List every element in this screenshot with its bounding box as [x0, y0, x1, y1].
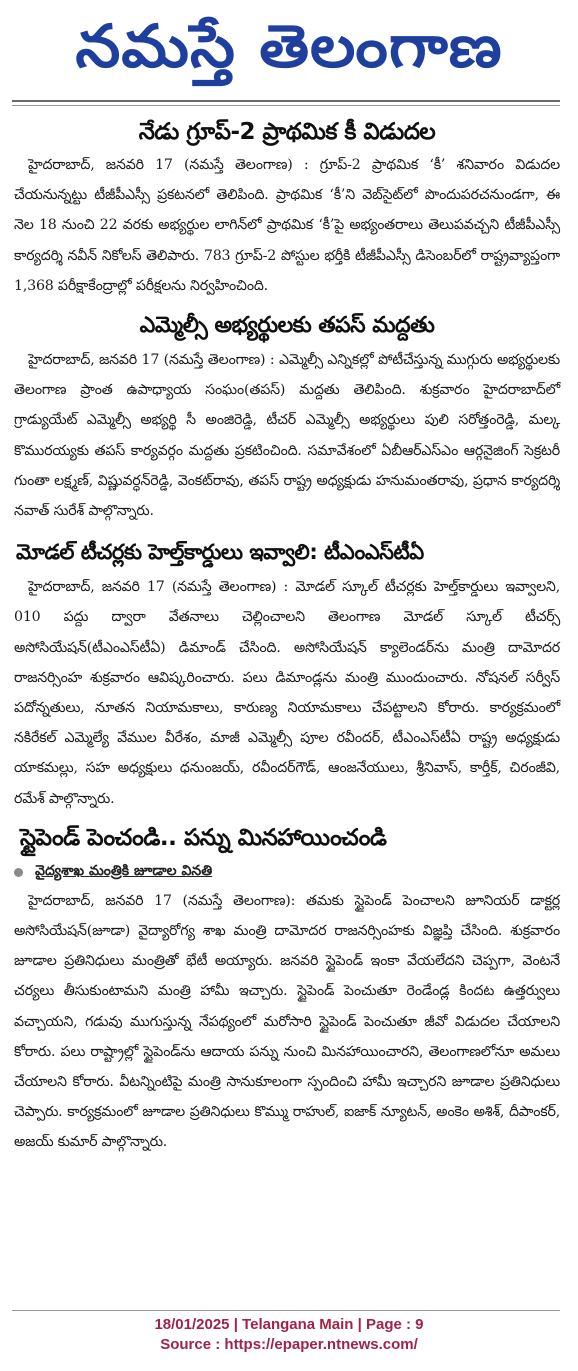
article-body — [14, 150, 560, 301]
article-group2-key — [14, 114, 560, 301]
article-body — [14, 345, 560, 526]
article-headline: ఎమ్మెల్సీ అభ్యర్థులకు తపస్ మద్దతు — [139, 313, 435, 339]
article-model-teachers — [14, 532, 560, 814]
article-dateline: హైదరాబాద్, జనవరి 17 (నమస్తే తెలంగాణ) : — [28, 579, 289, 596]
masthead-rule — [12, 100, 560, 102]
masthead-rule-thin — [12, 105, 560, 106]
article-tapas-support — [14, 307, 560, 526]
article-headline: నేడు గ్రూప్-2 ప్రాథమిక కీ విడుదల — [138, 119, 436, 145]
masthead-title: నమస్తే తెలంగాణ — [75, 12, 503, 82]
footer-edition-info: 18/01/2025 | Telangana Main | Page : 9 — [154, 1316, 424, 1333]
article-dateline: హైదరాబాద్, జనవరి 17 (నమస్తే తెలంగాణ): — [28, 892, 296, 909]
article-body — [14, 572, 560, 814]
article-text: ఎమ్మెల్సీ ఎన్నికల్లో పోటీచేస్తున్న ముగ్గురు అభ్యర్థులకు తెలంగాణ ప్రాంత ఉపాధ్యాయ సంఘం(తపస్) మద్దతు తెలిపింది. శుక్రవారం హైదరాబాద్‌లో గ్రాడ్యుయేట్ ఎమ్మెల్సీ అభ్యర్థి సీ అంజిరెడ్డి, టీచర్ ఎమ్మెల్సీ అభ్యర్థులు పులి సరోత్తంరెడ్డి, మల్క కొమురయ్యకు తపస్ కార్యవర్గం మద్దతు ప్రకటించింది. సమావేశంలో ఏబీఆర్‌ఎస్‌ఎం ఆర్గనైజింగ్ సెక్రటరీ గుంతా లక్ష్మణ్, విష్ణువర్ధన్‌రెడ్డి, వెంకట్‌రావు, తపస్ రాష్ట్ర అధ్యక్షుడు హనుమంతరావు, ప్రధాన కార్యదర్శి నవాత్ సురేశ్ పాల్గొన్నారు. — [14, 352, 561, 520]
news-sheet — [14, 114, 560, 1158]
article-stipend — [14, 818, 560, 1158]
article-text: తమకు స్టైపెండ్ పెంచాలని జూనియర్ డాక్టర్ల అసోసియేషన్(జూడా) వైద్యారోగ్య శాఖ మంత్రి దామోదర రాజనర్సింహకు విజ్ఞప్తి చేసింది. శుక్రవారం జూడాల ప్రతినిధులు మంత్రితో భేటీ అయ్యారు. జనవరి స్టైపెండ్ ఇంకా వేయలేదని చెప్పగా, వెంటనే చర్యలు తీసుకుంటామని మంత్రి హామీ ఇచ్చారు. స్టైపెండ్ పెంచుతూ రెండేండ్ల కిందట ఉత్తర్వులు వచ్చాయని, గడువు ముగుస్తున్న నేపథ్యంలో మరోసారి స్టైపెండ్ పెంచుతూ జీవో విడుదల చేయాలని కోరారు. పలు రాష్ట్రాల్లో స్టైపెండ్‌ను ఆదాయ పన్ను నుంచి మినహాయించారని, తెలంగాణలోనూ అమలు చేయాలని కోరారు. వీటన్నింటిపై మంత్రి సానుకూలంగా స్పందించి హామీ ఇచ్చారని జూడాల ప్రతినిధులు చెప్పారు. కార్యక్రమంలో జూడాల ప్రతినిధులు కొమ్ము రాహుల్, ఐజాక్ న్యూటన్, అంకెం అశిశ్, దీపాంకర్, అజయ్ కుమార్ పాల్గొన్నారు. — [14, 892, 561, 1151]
masthead — [0, 0, 578, 94]
article-text: మోడల్ స్కూల్ టీచర్లకు హెల్త్‌కార్డులు ఇవ్వాలని, 010 పద్దు ద్వారా వేతనాలు చెల్లించాలని తెలంగాణ మోడల్ స్కూల్ టీచర్స్ అసోసియేషన్(టీఎంఎస్‌టీఏ) డిమాండ్ చేసింది. అసోసియేషన్ క్యాలెండర్‌ను మంత్రి దామోదర రాజనర్సింహ శుక్రవారం ఆవిష్కరించారు. పలు డిమాండ్లను మంత్రి ముందుంచారు. నోషనల్ సర్వీస్ పదోన్నతులు, నూతన నియామకాలు, కారుణ్య నియామకాలు చేపట్టాలని కోరారు. కార్యక్రమంలో నకిరేకల్ ఎమ్మెల్యే వేముల వీరేశం, మాజీ ఎమ్మెల్సీ పూల రవీందర్, టీఎంఎస్‌టీఏ రాష్ట్ర అధ్యక్షుడు యాకమల్లు, సహ అధ్యక్షులు ధనుంజయ్, రవీందర్‌గౌడ్, ఆంజనేయులు, శ్రీనివాస్, కార్తీక్, చిరంజీవి, రమేశ్ పాల్గొన్నారు. — [14, 579, 560, 807]
article-body — [14, 886, 560, 1158]
article-subhead-text: వైద్యశాఖ మంత్రికి జూడాల వినతి — [35, 863, 213, 880]
article-text: గ్రూప్-2 ప్రాథమిక ‘కీ’ శనివారం విడుదల చేయనున్నట్టు టీజీపీఎస్సీ ప్రకటనలో తెలిపింది. ప్రాథమిక ‘కీ’ని వెబ్‌సైట్‌లో పొందుపరచనుండగా, ఈ నెల 18 నుంచి 22 వరకు అభ్యర్థుల లాగిన్‌లో ప్రాథమిక ‘కీ’పై అభ్యంతరాలు తెలుపవచ్చని టీజీపీఎస్సీ కార్యదర్శి నవీన్ నికోలస్ తెలిపారు. 783 గ్రూప్-2 పోస్టుల భర్తీకి టీజీపీఎస్సీ డిసెంబర్‌లో రాష్ట్రవ్యాప్తంగా 1,368 పరీక్షాకేంద్రాల్లో పరీక్షలను నిర్వహించింది. — [14, 157, 561, 294]
article-subhead — [14, 860, 560, 886]
article-dateline: హైదరాబాద్, జనవరి 17 (నమస్తే తెలంగాణ) : — [28, 157, 309, 173]
bullet-icon — [14, 868, 23, 877]
article-headline: స్టైపెండ్ పెంచండి.. పన్ను మినహాయించండి — [20, 824, 387, 851]
footer-rule — [12, 1310, 560, 1311]
article-dateline: హైదరాబాద్, జనవరి 17 (నమస్తే తెలంగాణ) : — [28, 352, 275, 369]
footer-source-link[interactable]: Source : https://epaper.ntnews.com/ — [160, 1336, 418, 1353]
article-headline: మోడల్ టీచర్లకు హెల్త్‌కార్డులు ఇవ్వాలి: టీఎంఎస్‌టీఏ — [16, 540, 424, 565]
